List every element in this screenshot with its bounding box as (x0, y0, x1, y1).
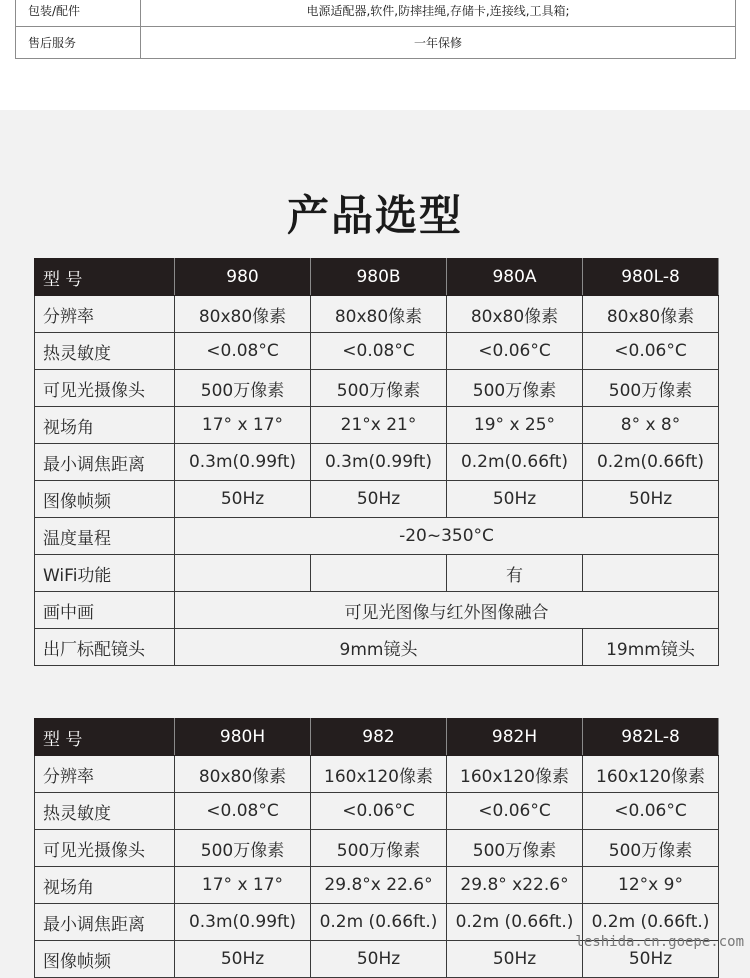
watermark: leshida.cn.goepe.com (575, 934, 744, 950)
table-cell: <0.08°C (175, 793, 311, 830)
table-cell: 0.3m(0.99ft) (311, 444, 447, 481)
table-cell (311, 555, 447, 592)
table-cell: 160x120像素 (311, 756, 447, 793)
row-label: 图像帧频 (35, 941, 175, 978)
row-label: 最小调焦距离 (35, 444, 175, 481)
table-cell: 500万像素 (311, 830, 447, 867)
table-row (35, 867, 719, 904)
table-cell: 9mm镜头 (175, 629, 583, 666)
row-label: 图像帧频 (35, 481, 175, 518)
spec-row-service (16, 27, 736, 59)
header-cell: 980H (175, 719, 311, 756)
table-cell: 0.3m(0.99ft) (175, 904, 311, 941)
table-header-row (35, 719, 719, 756)
table-cell: 160x120像素 (583, 756, 719, 793)
row-label: 分辨率 (35, 756, 175, 793)
spec-label: 包装/配件 (16, 0, 141, 27)
row-label: 温度量程 (35, 518, 175, 555)
header-cell: 980L-8 (583, 259, 719, 296)
table-cell: 500万像素 (583, 830, 719, 867)
table-cell: 80x80像素 (175, 296, 311, 333)
table-cell: 19° x 25° (447, 407, 583, 444)
table-cell: <0.08°C (311, 333, 447, 370)
table-row (35, 296, 719, 333)
table-cell: 500万像素 (175, 370, 311, 407)
table-cell: <0.06°C (583, 793, 719, 830)
row-label: 出厂标配镜头 (35, 629, 175, 666)
row-label: 可见光摄像头 (35, 830, 175, 867)
table-cell: 50Hz (583, 481, 719, 518)
table-cell: 80x80像素 (175, 756, 311, 793)
table-cell: 19mm镜头 (583, 629, 719, 666)
table-header-row (35, 259, 719, 296)
table-cell: 50Hz (447, 481, 583, 518)
table-cell: 50Hz (583, 941, 719, 978)
table-cell: 50Hz (311, 941, 447, 978)
table-cell: 500万像素 (583, 370, 719, 407)
table-cell: 80x80像素 (583, 296, 719, 333)
table-cell: 80x80像素 (311, 296, 447, 333)
table-row (35, 830, 719, 867)
header-cell: 982L-8 (583, 719, 719, 756)
table-row (35, 518, 719, 555)
table-cell (583, 555, 719, 592)
header-cell: 型 号 (35, 719, 175, 756)
row-label: 最小调焦距离 (35, 904, 175, 941)
table-cell: 12°x 9° (583, 867, 719, 904)
table-row (35, 756, 719, 793)
spec-value: 一年保修 (141, 27, 736, 59)
header-cell: 型 号 (35, 259, 175, 296)
header-cell: 980A (447, 259, 583, 296)
table-cell: <0.06°C (583, 333, 719, 370)
table-row (35, 793, 719, 830)
table-row (35, 444, 719, 481)
table-cell: 500万像素 (311, 370, 447, 407)
model-table-1 (34, 258, 719, 666)
table-cell: 50Hz (175, 941, 311, 978)
row-label: 热灵敏度 (35, 793, 175, 830)
table-cell: 29.8°x 22.6° (311, 867, 447, 904)
row-label: 分辨率 (35, 296, 175, 333)
table-row (35, 407, 719, 444)
table-cell: <0.08°C (175, 333, 311, 370)
table-row (35, 592, 719, 629)
table-cell: 500万像素 (175, 830, 311, 867)
table-cell: 0.2m (0.66ft.) (311, 904, 447, 941)
table-cell: 0.2m (0.66ft.) (447, 904, 583, 941)
table-cell: 可见光图像与红外图像融合 (175, 592, 719, 629)
table-cell: 8° x 8° (583, 407, 719, 444)
table-cell: <0.06°C (447, 333, 583, 370)
row-label: 热灵敏度 (35, 333, 175, 370)
row-label: 画中画 (35, 592, 175, 629)
table-cell: 500万像素 (447, 370, 583, 407)
header-cell: 980 (175, 259, 311, 296)
row-label: WiFi功能 (35, 555, 175, 592)
table-row (35, 555, 719, 592)
row-label: 可见光摄像头 (35, 370, 175, 407)
table-cell: 21°x 21° (311, 407, 447, 444)
spec-table (15, 0, 736, 59)
spec-label: 售后服务 (16, 27, 141, 59)
table-row (35, 481, 719, 518)
table-cell: 50Hz (447, 941, 583, 978)
table-cell: 0.2m (0.66ft.) (583, 904, 719, 941)
table-cell: 500万像素 (447, 830, 583, 867)
row-label: 视场角 (35, 867, 175, 904)
table-cell: 80x80像素 (447, 296, 583, 333)
header-cell: 982H (447, 719, 583, 756)
table-cell: 50Hz (175, 481, 311, 518)
spec-row-package (16, 0, 736, 27)
table-cell: 有 (447, 555, 583, 592)
table-cell: 17° x 17° (175, 867, 311, 904)
table-row (35, 629, 719, 666)
table-cell (175, 555, 311, 592)
table-cell: 17° x 17° (175, 407, 311, 444)
table-cell: -20~350°C (175, 518, 719, 555)
header-cell: 980B (311, 259, 447, 296)
spec-value: 电源适配器,软件,防摔挂绳,存储卡,连接线,工具箱; (141, 0, 736, 27)
row-label: 视场角 (35, 407, 175, 444)
table-row (35, 333, 719, 370)
table-cell: 0.2m(0.66ft) (447, 444, 583, 481)
table-cell: 0.2m(0.66ft) (583, 444, 719, 481)
table-row (35, 370, 719, 407)
table-cell: 160x120像素 (447, 756, 583, 793)
table-cell: 29.8° x22.6° (447, 867, 583, 904)
table-cell: 50Hz (311, 481, 447, 518)
header-cell: 982 (311, 719, 447, 756)
table-cell: 0.3m(0.99ft) (175, 444, 311, 481)
table-cell: <0.06°C (447, 793, 583, 830)
section-title: 产品选型 (286, 191, 463, 240)
table-cell: <0.06°C (311, 793, 447, 830)
